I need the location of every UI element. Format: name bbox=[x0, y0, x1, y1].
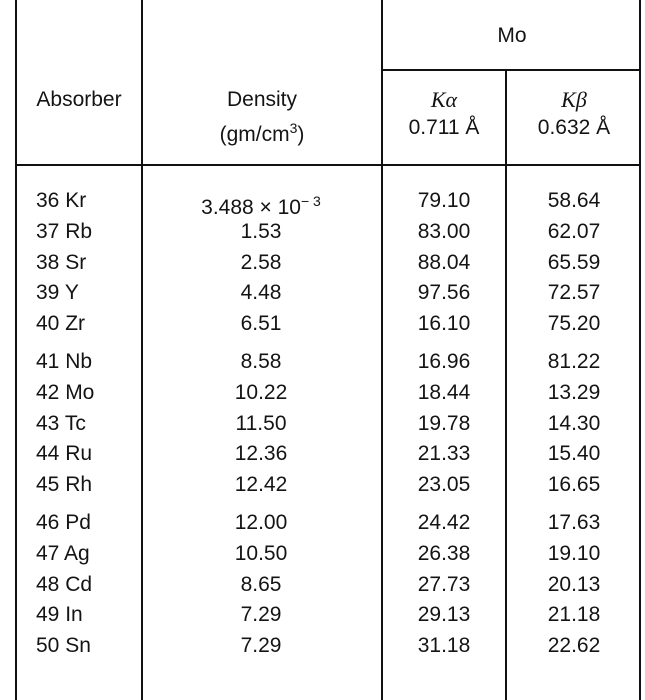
table-cell-density: 12.00 bbox=[234, 510, 288, 534]
table-cell-ka: 16.10 bbox=[417, 312, 471, 336]
absorber-column bbox=[36, 186, 94, 662]
header-density-label: Density bbox=[226, 88, 298, 111]
table-cell-absorber: 42 Mo bbox=[36, 380, 95, 404]
table-cell-ka: 21.33 bbox=[417, 442, 471, 466]
table-cell-absorber: 48 Cd bbox=[36, 572, 93, 596]
table-cell-density: 7.29 bbox=[240, 603, 282, 627]
table-cell-ka: 18.44 bbox=[417, 380, 471, 404]
table-cell-absorber: 49 In bbox=[36, 603, 83, 627]
table-cell-absorber: 41 Nb bbox=[36, 349, 93, 373]
table-cell-kb: 13.29 bbox=[547, 380, 601, 404]
table-cell-density: 12.42 bbox=[234, 473, 288, 497]
table-cell-kb: 62.07 bbox=[547, 219, 601, 243]
table-cell-ka: 29.13 bbox=[417, 603, 471, 627]
table-cell-absorber: 36 Kr bbox=[36, 189, 87, 212]
table-cell-kb: 81.22 bbox=[547, 349, 601, 373]
table-cell-density: 4.48 bbox=[240, 281, 282, 305]
table-cell-kb: 65.59 bbox=[547, 250, 601, 274]
table-cell-ka: 26.38 bbox=[417, 541, 471, 565]
table-cell-kb: 22.62 bbox=[547, 634, 601, 658]
table-cell-ka: 31.18 bbox=[417, 634, 471, 658]
table-cell-kb: 19.10 bbox=[547, 541, 601, 565]
group-header-rule bbox=[381, 69, 641, 71]
table-cell-kb: 16.65 bbox=[547, 473, 601, 497]
table-cell-kb: 20.13 bbox=[547, 572, 601, 596]
table-cell-absorber: 37 Rb bbox=[36, 219, 93, 243]
kb-column bbox=[507, 186, 641, 662]
table-cell-kb: 21.18 bbox=[547, 603, 601, 627]
header-density bbox=[143, 86, 381, 149]
table-cell-kb: 17.63 bbox=[547, 510, 601, 534]
table-cell-absorber: 46 Pd bbox=[36, 510, 91, 534]
header-absorber-label: Absorber bbox=[36, 88, 122, 111]
table-cell-density: 2.58 bbox=[240, 250, 282, 274]
table-cell-ka: 24.42 bbox=[417, 510, 471, 534]
table-cell-absorber: 50 Sn bbox=[36, 634, 91, 658]
table-cell-ka: 97.56 bbox=[417, 281, 471, 305]
table-cell-density: 6.51 bbox=[240, 312, 282, 336]
table-cell-absorber: 47 Ag bbox=[36, 541, 90, 565]
table-cell-ka: 16.96 bbox=[417, 349, 471, 373]
density-column bbox=[143, 186, 379, 662]
header-absorber bbox=[17, 86, 141, 114]
header-ka-wavelength: 0.711 Å bbox=[408, 116, 480, 139]
table-cell-density: 11.50 bbox=[235, 411, 287, 435]
table-cell-density: 10.50 bbox=[234, 541, 288, 565]
table-cell-density: $3.488 \times 10^{- 3}$ bbox=[201, 193, 321, 219]
table-cell-density: 1.53 bbox=[240, 219, 282, 243]
table-cell-ka: 23.05 bbox=[417, 473, 471, 497]
table-cell-density: 7.29 bbox=[240, 634, 282, 658]
header-bottom-rule bbox=[15, 164, 641, 166]
ka-column bbox=[383, 186, 505, 662]
table-cell-kb: 72.57 bbox=[547, 281, 601, 305]
header-ka bbox=[383, 86, 505, 142]
header-group-mo bbox=[383, 22, 641, 50]
table-cell-absorber: 39 Y bbox=[36, 281, 79, 305]
header-density-unit: $(gm/cm^3)$ bbox=[219, 120, 305, 146]
table-cell-density: 12.36 bbox=[234, 442, 288, 466]
table-cell-ka: 27.73 bbox=[417, 572, 471, 596]
table-cell-absorber: 45 Rh bbox=[36, 473, 93, 497]
table-cell-kb: 58.64 bbox=[547, 189, 601, 212]
table-cell-kb: 75.20 bbox=[547, 312, 601, 336]
header-ka-symbol: Kα bbox=[430, 87, 458, 112]
table-cell-kb: 14.30 bbox=[547, 411, 601, 435]
table-cell-absorber: 40 Zr bbox=[36, 312, 86, 336]
table-cell-absorber: 38 Sr bbox=[36, 250, 87, 274]
header-kb-wavelength: 0.632 Å bbox=[537, 116, 611, 139]
table-cell-absorber: 43 Tc bbox=[36, 411, 86, 435]
header-group-mo-label: Mo bbox=[497, 24, 527, 47]
table-cell-ka: 79.10 bbox=[417, 189, 471, 212]
table-cell-density: 8.58 bbox=[240, 349, 282, 373]
table-cell-density: 8.65 bbox=[240, 572, 282, 596]
header-kb bbox=[507, 86, 641, 142]
table-cell-ka: 88.04 bbox=[417, 250, 471, 274]
table-cell-density: 10.22 bbox=[234, 380, 288, 404]
table-cell-kb: 15.40 bbox=[547, 442, 601, 466]
header-kb-symbol: Kβ bbox=[561, 87, 587, 112]
table-cell-absorber: 44 Ru bbox=[36, 442, 93, 466]
table-cell-ka: 83.00 bbox=[417, 219, 471, 243]
table-cell-ka: 19.78 bbox=[417, 411, 471, 435]
